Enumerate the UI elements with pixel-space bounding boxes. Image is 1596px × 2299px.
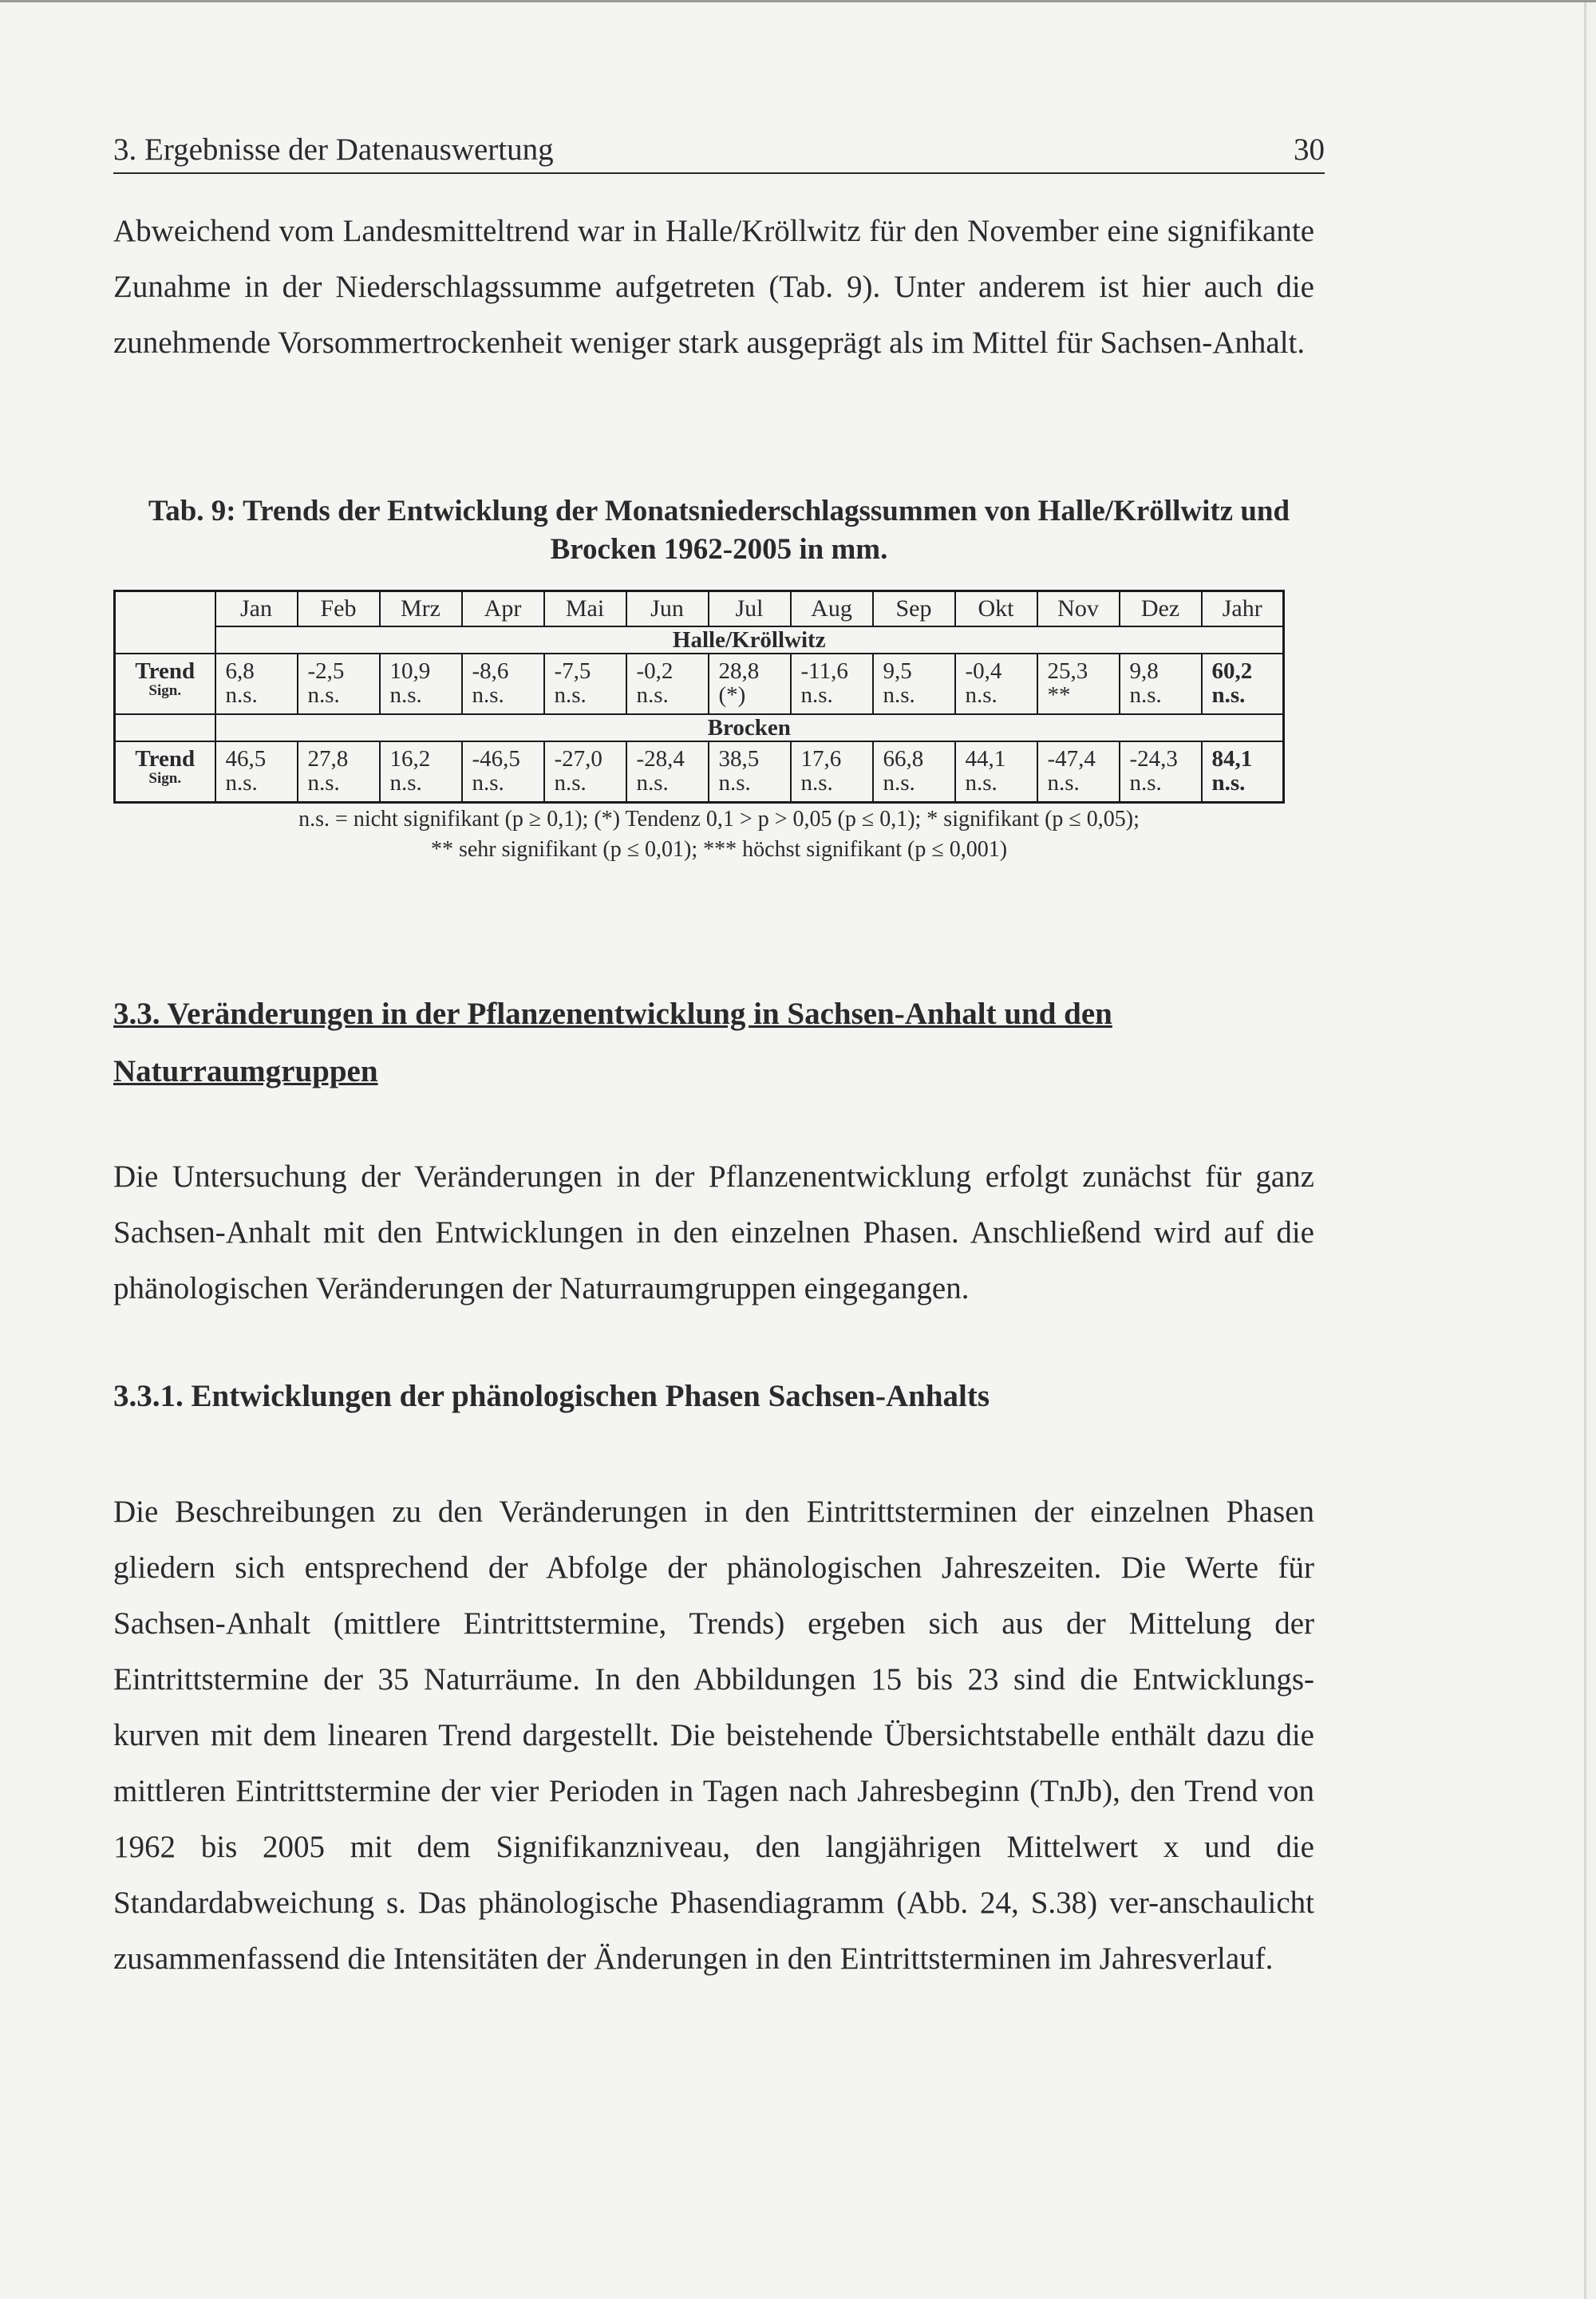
table-caption: Tab. 9: Trends der Entwicklung der Monatsniederschlagssummen von Halle/Kröllwitz und Brocken 1962-2005 in mm.: [148, 495, 1290, 566]
row-label-trend-text: Trend: [135, 658, 196, 684]
significance-value: n.s.: [718, 770, 751, 796]
table-cell: [462, 741, 544, 803]
column-header: Mai: [544, 591, 626, 627]
significance-value: n.s.: [1211, 682, 1246, 708]
trend-value: 16,2: [389, 746, 431, 772]
significance-value: n.s.: [636, 682, 669, 708]
column-header: Jahr: [1202, 591, 1284, 627]
row-label-sign-text: Sign.: [148, 682, 182, 699]
trend-value: 44,1: [965, 746, 1006, 772]
top-scan-edge: [0, 0, 1596, 2]
trend-value: 9,5: [883, 658, 912, 684]
significance-value: n.s.: [1211, 770, 1246, 796]
paragraph-halle-trend: Abweichend vom Landesmitteltrend war in Halle/Kröllwitz für den November eine signifikante Zunahme in der Niederschlagssumme aufgetreten (Tab. 9). Unter anderem ist hier auch die zunehmende Vorsommertrockenheit weniger stark ausgeprägt als im Mittel für Sachsen-Anhalt.: [113, 214, 1314, 360]
value-row-brocken: [115, 741, 1284, 803]
column-header: Jun: [626, 591, 709, 627]
trend-value: -7,5: [554, 658, 591, 684]
trend-value: 27,8: [307, 746, 349, 772]
table-cell: [298, 741, 380, 803]
trend-value: 9,8: [1129, 658, 1159, 684]
significance-value: n.s.: [800, 770, 833, 796]
column-header: Feb: [298, 591, 380, 627]
table-cell: [298, 654, 380, 714]
group-row-brocken: [115, 714, 1284, 741]
table-cell: [215, 741, 298, 803]
trend-value: 46,5: [225, 746, 267, 772]
trend-value: 66,8: [883, 746, 924, 772]
significance-value: n.s.: [965, 770, 998, 796]
trend-value: -8,6: [472, 658, 509, 684]
table-cell: [873, 741, 955, 803]
table-cell: [1202, 741, 1284, 803]
trend-value: 84,1: [1211, 746, 1253, 772]
table-cell: [626, 654, 709, 714]
table-corner-cell: [115, 591, 215, 627]
significance-value: n.s.: [225, 682, 258, 708]
trend-value: -28,4: [636, 746, 685, 772]
trend-value: -2,5: [307, 658, 345, 684]
table-header-row: [115, 591, 1284, 627]
table-cell: [955, 741, 1037, 803]
trend-value: -46,5: [472, 746, 520, 772]
table-cell: [1120, 654, 1202, 714]
column-header: Dez: [1120, 591, 1202, 627]
table-cell: [1202, 654, 1284, 714]
table-cell: [626, 741, 709, 803]
column-header: Sep: [873, 591, 955, 627]
significance-value: n.s.: [389, 770, 422, 796]
trend-value: 60,2: [1211, 658, 1253, 684]
column-header: Jan: [215, 591, 298, 627]
trend-value: -47,4: [1047, 746, 1096, 772]
trend-value: -11,6: [800, 658, 848, 684]
significance-value: n.s.: [554, 770, 587, 796]
subsection-heading-3-3-1: 3.3.1. Entwicklungen der phänologischen Phasen Sachsen-Anhalts: [113, 1379, 990, 1413]
trend-value: -27,0: [554, 746, 602, 772]
footnote-line-2: ** sehr signifikant (p ≤ 0,01); *** höchst signifikant (p ≤ 0,001): [430, 837, 1008, 862]
significance-value: n.s.: [307, 682, 340, 708]
trend-value: -0,2: [636, 658, 674, 684]
group-label-brocken: Brocken: [215, 714, 1284, 741]
paragraph-section-intro: Die Untersuchung der Veränderungen in der Pflanzenentwicklung erfolgt zunächst für ganz Sachsen-Anhalt mit den Entwicklungen in den einzelnen Phasen. Anschließend wird auf die phänologischen Veränderungen der Naturraumgruppen eingegangen.: [113, 1159, 1314, 1306]
significance-value: **: [1047, 682, 1071, 708]
significance-value: n.s.: [636, 770, 669, 796]
column-header: Apr: [462, 591, 544, 627]
significance-value: n.s.: [1129, 682, 1162, 708]
significance-value: n.s.: [883, 682, 915, 708]
trend-value: 38,5: [718, 746, 760, 772]
table-cell: [709, 654, 791, 714]
precipitation-trend-table: [113, 590, 1285, 804]
table-cell: [462, 654, 544, 714]
significance-value: n.s.: [883, 770, 915, 796]
significance-value: n.s.: [225, 770, 258, 796]
table-cell: [791, 654, 873, 714]
trend-value: 6,8: [225, 658, 255, 684]
significance-value: n.s.: [1129, 770, 1162, 796]
table-cell: [380, 654, 462, 714]
value-row-halle: [115, 654, 1284, 714]
page-number: 30: [1294, 132, 1325, 167]
table-cell: [1037, 654, 1120, 714]
table-cell: [1037, 741, 1120, 803]
table-cell: [873, 654, 955, 714]
group-label-halle: Halle/Kröllwitz: [215, 626, 1284, 654]
significance-value: n.s.: [472, 770, 504, 796]
significance-value: n.s.: [472, 682, 504, 708]
table-cell: [380, 741, 462, 803]
trend-value: -0,4: [965, 658, 1002, 684]
row-label-sign-text: Sign.: [148, 770, 182, 787]
table-cell: [544, 741, 626, 803]
page-header: [113, 128, 1325, 174]
row-label-trend: [115, 741, 215, 803]
significance-value: n.s.: [389, 682, 422, 708]
significance-value: (*): [718, 682, 746, 708]
table-cell: [709, 741, 791, 803]
group-label-spacer: [115, 626, 215, 654]
table-footnote: [113, 804, 1325, 865]
trend-value: 17,6: [800, 746, 842, 772]
group-label-spacer: [115, 714, 215, 741]
column-header: Aug: [791, 591, 873, 627]
significance-value: n.s.: [307, 770, 340, 796]
trend-value: 10,9: [389, 658, 431, 684]
footnote-line-1: n.s. = nicht signifikant (p ≥ 0,1); (*) Tendenz 0,1 > p > 0,05 (p ≤ 0,1); * signifikant (p ≤ 0,05);: [298, 807, 1140, 832]
table-cell: [544, 654, 626, 714]
section-heading-3-3: 3.3. Veränderungen in der Pflanzenentwicklung in Sachsen-Anhalt und den Naturraumgruppen: [113, 997, 1112, 1088]
chapter-title: 3. Ergebnisse der Datenauswertung: [113, 132, 554, 167]
significance-value: n.s.: [800, 682, 833, 708]
table-cell: [791, 741, 873, 803]
table-cell: [1120, 741, 1202, 803]
column-header: Mrz: [380, 591, 462, 627]
trend-value: 25,3: [1047, 658, 1088, 684]
column-header: Okt: [955, 591, 1037, 627]
trend-value: -24,3: [1129, 746, 1178, 772]
column-header: Nov: [1037, 591, 1120, 627]
column-header: Jul: [709, 591, 791, 627]
row-label-trend-text: Trend: [135, 746, 196, 772]
table-cell: [955, 654, 1037, 714]
row-label-trend: [115, 654, 215, 714]
significance-value: n.s.: [965, 682, 998, 708]
paragraph-phenology: Die Beschreibungen zu den Veränderungen in den Eintrittsterminen der einzelnen Phasen gliedern sich entsprechend der Abfolge der phänologischen Jahreszeiten. Die Werte für Sachsen-Anhalt (mittlere Eintrittstermine, Trends) ergeben sich aus der Mittelung der Eintrittstermine der 35 Naturräume. In den Abbildungen 15 bis 23 sind die Entwicklungs-kurven mit dem linearen Trend dargestellt. Die beistehende Übersichtstabelle enthält dazu die mittleren Eintrittstermine der vier Perioden in Tagen nach Jahresbeginn (TnJb), den Trend von 1962 bis 2005 mit dem Signifikanzniveau, den langjährigen Mittelwert x und die Standardabweichung s. Das phänologische Phasendiagramm (Abb. 24, S.38) ver-anschaulicht zusammenfassend die Intensitäten der Änderungen in den Eintrittsterminen im Jahresverlauf.: [113, 1495, 1314, 1976]
group-row-halle: [115, 626, 1284, 654]
significance-value: n.s.: [554, 682, 587, 708]
table-cell: [215, 654, 298, 714]
trend-value: 28,8: [718, 658, 760, 684]
significance-value: n.s.: [1047, 770, 1080, 796]
